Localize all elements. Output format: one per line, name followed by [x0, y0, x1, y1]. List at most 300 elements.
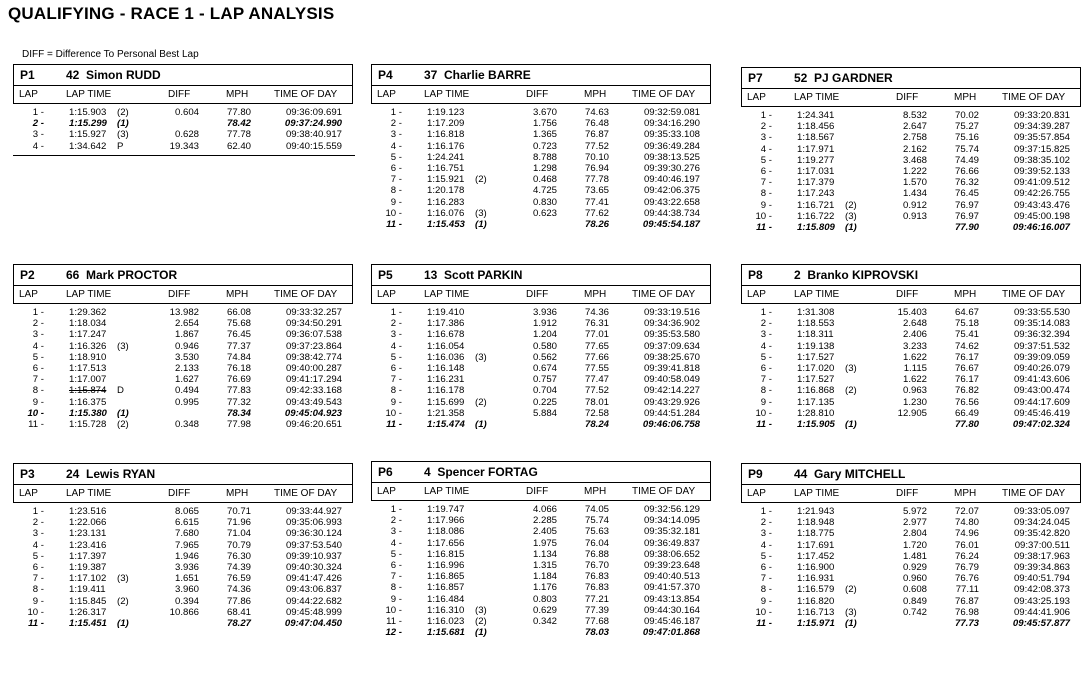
- driver-block: [741, 463, 1081, 629]
- lap-time: 1:16.054: [427, 340, 465, 352]
- lap-number: 3 -: [32, 329, 44, 341]
- lap-diff: 4.725: [532, 185, 557, 197]
- lap-time: 1:15.809: [797, 221, 835, 233]
- lap-number: 7 -: [760, 177, 772, 189]
- lap-row: [371, 352, 711, 363]
- lap-number: 8 -: [760, 385, 772, 397]
- col-header-lap: LAP: [19, 289, 38, 300]
- lap-number: 1 -: [32, 307, 44, 318]
- lap-time-of-day: 09:35:06.993: [285, 517, 342, 529]
- lap-number: 6 -: [390, 162, 402, 174]
- lap-time: 1:15.474: [427, 418, 465, 430]
- lap-time-of-day: 09:39:23.648: [643, 559, 700, 571]
- lap-mph: 74.36: [584, 307, 609, 318]
- lap-number: 5 -: [32, 351, 44, 363]
- lap-diff: 0.913: [902, 210, 927, 222]
- lap-row: [371, 307, 711, 318]
- lap-mph: 75.63: [584, 526, 609, 538]
- col-header-mph: MPH: [226, 488, 249, 499]
- lap-time-of-day: 09:41:17.294: [285, 374, 342, 386]
- lap-time: 1:16.283: [427, 196, 465, 208]
- lap-time: 1:17.386: [427, 318, 465, 330]
- lap-diff: 13.982: [169, 307, 199, 318]
- lap-row: [741, 573, 1081, 584]
- lap-mph: 75.27: [954, 121, 979, 133]
- lap-row: [741, 374, 1081, 385]
- lap-diff: 1.315: [532, 559, 557, 571]
- lap-diff: 10.866: [169, 606, 199, 618]
- driver-name: 44 Gary MITCHELL: [794, 467, 906, 481]
- lap-rank-flag: P: [117, 140, 124, 152]
- lap-number: 11 -: [386, 218, 402, 230]
- lap-time: 1:31.308: [797, 307, 835, 318]
- lap-rows: [741, 304, 1081, 430]
- lap-time-of-day: 09:41:43.606: [1013, 374, 1070, 386]
- lap-time-of-day: 09:37:15.825: [1013, 143, 1070, 155]
- lap-diff: 1.946: [174, 550, 199, 562]
- lap-time: 1:17.379: [797, 177, 835, 189]
- lap-time: 1:16.231: [427, 374, 465, 386]
- col-header-lap-time: LAP TIME: [66, 289, 112, 300]
- lap-rank-flag: D: [117, 385, 124, 397]
- lap-number: 5 -: [390, 351, 402, 363]
- lap-diff: 3.530: [174, 351, 199, 363]
- lap-time: 1:23.416: [69, 539, 107, 551]
- lap-time-of-day: 09:43:22.658: [643, 196, 700, 208]
- lap-time: 1:19.123: [427, 107, 465, 118]
- lap-mph: 77.73: [954, 617, 979, 629]
- lap-time-of-day: 09:45:46.187: [643, 615, 700, 627]
- lap-mph: 75.18: [954, 318, 979, 330]
- lap-time: 1:16.579: [797, 584, 835, 596]
- lap-mph: 77.32: [226, 396, 251, 408]
- lap-time-of-day: 09:37:23.864: [285, 340, 342, 352]
- lap-row: [13, 419, 353, 430]
- lap-time: 1:19.411: [69, 584, 106, 596]
- lap-row: [371, 152, 711, 163]
- lap-mph: 77.52: [584, 140, 609, 152]
- lap-row: [371, 538, 711, 549]
- lap-time-of-day: 09:40:15.559: [285, 140, 342, 152]
- lap-mph: 76.66: [954, 165, 979, 177]
- block-underline: [13, 155, 355, 156]
- lap-diff: 1.975: [532, 537, 557, 549]
- lap-mph: 74.80: [954, 517, 979, 529]
- lap-time-of-day: 09:46:20.651: [285, 418, 342, 430]
- lap-row: [371, 549, 711, 560]
- lap-number: 2 -: [760, 121, 772, 133]
- lap-number: 3 -: [760, 329, 772, 341]
- lap-diff: 3.936: [532, 307, 557, 318]
- lap-time: 1:16.484: [427, 593, 465, 605]
- lap-mph: 74.05: [584, 504, 609, 515]
- lap-number: 8 -: [32, 385, 44, 397]
- driver-block: [741, 264, 1081, 430]
- lap-mph: 75.74: [954, 143, 979, 155]
- lap-time-of-day: 09:35:42.820: [1013, 528, 1070, 540]
- lap-row: [13, 596, 353, 607]
- lap-time-of-day: 09:33:44.927: [285, 506, 342, 517]
- lap-mph: 77.86: [226, 595, 251, 607]
- lap-diff: 4.066: [532, 504, 557, 515]
- lap-time: 1:17.527: [797, 374, 835, 386]
- lap-rows: [13, 503, 353, 629]
- lap-mph: 73.65: [584, 185, 609, 197]
- lap-mph: 66.49: [954, 407, 979, 419]
- lap-rank-flag: (1): [475, 418, 487, 430]
- lap-row: [371, 571, 711, 582]
- lap-number: 3 -: [760, 132, 772, 144]
- lap-diff: 1.622: [902, 351, 927, 363]
- col-header-time-of-day: TIME OF DAY: [632, 289, 696, 300]
- lap-time: 1:16.176: [427, 140, 465, 152]
- column-header-row: [741, 89, 1081, 107]
- lap-row: [741, 584, 1081, 595]
- lap-number: 2 -: [390, 118, 402, 130]
- lap-time: 1:17.243: [797, 188, 835, 200]
- lap-time-of-day: 09:37:00.511: [1014, 539, 1070, 551]
- lap-time: 1:16.996: [427, 559, 465, 571]
- lap-time: 1:17.397: [69, 550, 107, 562]
- col-header-lap-time: LAP TIME: [794, 92, 840, 103]
- lap-mph: 77.52: [584, 385, 609, 397]
- lap-diff: 8.065: [174, 506, 199, 517]
- lap-time: 1:18.456: [797, 121, 835, 133]
- lap-number: 6 -: [760, 561, 772, 573]
- lap-mph: 75.41: [954, 329, 979, 341]
- lap-time: 1:17.135: [797, 396, 835, 408]
- lap-row: [13, 506, 353, 517]
- col-header-mph: MPH: [584, 289, 607, 300]
- lap-rank-flag: (2): [117, 418, 129, 430]
- lap-time-of-day: 09:38:17.963: [1013, 550, 1070, 562]
- lap-time-of-day: 09:41:09.512: [1013, 177, 1070, 189]
- lap-number: 10 -: [385, 207, 402, 219]
- lap-row: [13, 385, 353, 396]
- lap-row: [741, 132, 1081, 143]
- lap-rank-flag: (2): [475, 174, 487, 186]
- lap-number: 6 -: [760, 362, 772, 374]
- lap-row: [371, 341, 711, 352]
- lap-diff: 0.348: [174, 418, 199, 430]
- lap-time: 1:18.553: [797, 318, 835, 330]
- col-header-lap-time: LAP TIME: [424, 486, 470, 497]
- lap-time-of-day: 09:43:25.193: [1013, 595, 1070, 607]
- column-header-row: [741, 485, 1081, 503]
- col-header-mph: MPH: [584, 89, 607, 100]
- lap-diff: 2.406: [902, 329, 927, 341]
- lap-mph: 78.24: [584, 418, 609, 430]
- lap-row: [13, 573, 353, 584]
- lap-number: 3 -: [390, 526, 402, 538]
- col-header-diff: DIFF: [896, 92, 919, 103]
- lap-number: 11 -: [28, 418, 44, 430]
- lap-number: 1 -: [760, 110, 772, 121]
- lap-mph: 76.79: [954, 561, 979, 573]
- lap-number: 7 -: [32, 573, 44, 585]
- lap-diff: 12.905: [897, 407, 927, 419]
- lap-time-of-day: 09:34:39.287: [1013, 121, 1070, 133]
- lap-rows: [13, 304, 353, 430]
- lap-row: [13, 318, 353, 329]
- lap-time-of-day: 09:43:49.543: [285, 396, 342, 408]
- lap-time: 1:15.728: [69, 418, 107, 430]
- lap-row: [13, 397, 353, 408]
- lap-time-of-day: 09:40:00.287: [285, 362, 342, 374]
- lap-mph: 68.41: [226, 606, 251, 618]
- lap-row: [13, 562, 353, 573]
- lap-mph: 75.68: [226, 318, 251, 330]
- lap-rank-flag: (1): [845, 617, 857, 629]
- lap-time-of-day: 09:40:46.197: [643, 174, 700, 186]
- lap-mph: 77.90: [954, 221, 979, 233]
- lap-time: 1:18.910: [69, 351, 107, 363]
- lap-rows: [13, 104, 353, 152]
- lap-time: 1:16.868: [797, 385, 835, 397]
- lap-time-of-day: 09:47:02.324: [1012, 418, 1070, 430]
- position-label: P3: [20, 467, 35, 481]
- driver-block: [371, 264, 711, 430]
- lap-number: 9 -: [32, 396, 44, 408]
- lap-diff: 2.285: [532, 515, 557, 527]
- lap-rank-flag: (2): [475, 396, 487, 408]
- lap-mph: 76.18: [226, 362, 251, 374]
- lap-number: 10 -: [27, 606, 44, 618]
- col-header-lap-time: LAP TIME: [424, 289, 470, 300]
- col-header-lap-time: LAP TIME: [794, 488, 840, 499]
- lap-rank-flag: (2): [117, 595, 129, 607]
- driver-block: [371, 461, 711, 638]
- driver-name: 13 Scott PARKIN: [424, 268, 523, 282]
- lap-time: 1:15.903: [69, 107, 107, 118]
- lap-diff: 0.995: [174, 396, 199, 408]
- lap-rank-flag: (3): [117, 340, 129, 352]
- lap-number: 2 -: [32, 517, 44, 529]
- lap-diff: 1.651: [174, 573, 199, 585]
- col-header-lap: LAP: [19, 89, 38, 100]
- lap-diff: 0.757: [532, 374, 557, 386]
- lap-time: 1:16.036: [427, 351, 465, 363]
- lap-number: 6 -: [760, 165, 772, 177]
- lap-diff: 1.298: [532, 162, 557, 174]
- lap-time-of-day: 09:39:10.937: [285, 550, 342, 562]
- lap-diff: 0.623: [532, 207, 557, 219]
- lap-row: [13, 141, 353, 152]
- lap-number: 11 -: [756, 617, 772, 629]
- lap-time: 1:16.310: [427, 604, 465, 616]
- lap-mph: 76.24: [954, 550, 979, 562]
- lap-time-of-day: 09:32:59.081: [643, 107, 700, 118]
- lap-time: 1:16.148: [427, 362, 465, 374]
- lap-time-of-day: 09:33:05.097: [1013, 506, 1070, 517]
- lap-row: [741, 177, 1081, 188]
- lap-time-of-day: 09:47:04.450: [284, 617, 342, 629]
- lap-time: 1:17.966: [427, 515, 465, 527]
- lap-row: [13, 352, 353, 363]
- lap-time-of-day: 09:41:47.426: [285, 573, 342, 585]
- lap-time-of-day: 09:36:49.284: [643, 140, 700, 152]
- lap-diff: 0.225: [532, 396, 557, 408]
- lap-time-of-day: 09:40:51.794: [1013, 573, 1070, 585]
- lap-row: [371, 174, 711, 185]
- lap-time-of-day: 09:39:09.059: [1013, 351, 1070, 363]
- lap-time-of-day: 09:42:33.168: [285, 385, 342, 397]
- position-label: P5: [378, 268, 393, 282]
- lap-mph: 75.16: [954, 132, 979, 144]
- lap-time: 1:18.311: [797, 329, 834, 341]
- col-header-lap: LAP: [747, 488, 766, 499]
- lap-number: 7 -: [390, 174, 402, 186]
- lap-rank-flag: (1): [475, 218, 487, 230]
- lap-row: [13, 107, 353, 118]
- lap-row: [13, 374, 353, 385]
- lap-number: 2 -: [390, 515, 402, 527]
- col-header-mph: MPH: [954, 488, 977, 499]
- lap-diff: 2.804: [902, 528, 927, 540]
- lap-time-of-day: 09:38:13.525: [643, 151, 700, 163]
- lap-time: 1:17.007: [69, 374, 107, 386]
- lap-time: 1:16.931: [797, 573, 835, 585]
- lap-time: 1:23.131: [69, 528, 107, 540]
- lap-row: [371, 408, 711, 419]
- lap-mph: 70.02: [954, 110, 979, 121]
- col-header-time-of-day: TIME OF DAY: [1002, 92, 1066, 103]
- lap-diff: 0.803: [532, 593, 557, 605]
- col-header-time-of-day: TIME OF DAY: [632, 89, 696, 100]
- lap-time-of-day: 09:33:20.831: [1013, 110, 1070, 121]
- lap-diff: 3.233: [902, 340, 927, 352]
- lap-time: 1:21.943: [797, 506, 835, 517]
- lap-number: 7 -: [32, 374, 44, 386]
- lap-diff: 0.342: [532, 615, 557, 627]
- lap-mph: 76.88: [584, 548, 609, 560]
- lap-mph: 76.30: [226, 550, 251, 562]
- page-title: QUALIFYING - RACE 1 - LAP ANALYSIS: [8, 4, 335, 23]
- lap-time: 1:16.900: [797, 561, 835, 573]
- lap-time: 1:17.020: [797, 362, 835, 374]
- lap-diff: 0.742: [902, 606, 927, 618]
- lap-rows: [371, 304, 711, 430]
- lap-rank-flag: (2): [117, 107, 129, 118]
- lap-time-of-day: 09:44:41.906: [1013, 606, 1070, 618]
- lap-time-of-day: 09:44:17.609: [1013, 396, 1070, 408]
- lap-number: 10 -: [755, 606, 772, 618]
- lap-number: 4 -: [32, 340, 44, 352]
- lap-mph: 77.78: [226, 129, 251, 141]
- lap-number: 6 -: [390, 362, 402, 374]
- column-header-row: [13, 286, 353, 304]
- lap-time: 1:15.299: [69, 118, 107, 130]
- column-header-row: [371, 286, 711, 304]
- lap-row: [741, 155, 1081, 166]
- lap-mph: 76.67: [954, 362, 979, 374]
- col-header-mph: MPH: [226, 289, 249, 300]
- col-header-time-of-day: TIME OF DAY: [274, 289, 338, 300]
- col-header-diff: DIFF: [526, 89, 549, 100]
- lap-time-of-day: 09:40:58.049: [643, 374, 700, 386]
- lap-number: 1 -: [390, 307, 402, 318]
- lap-rank-flag: (1): [845, 418, 857, 430]
- lap-mph: 76.76: [954, 573, 979, 585]
- lap-diff: 0.608: [902, 584, 927, 596]
- best-lap-row: [371, 219, 711, 230]
- lap-mph: 77.80: [226, 107, 251, 118]
- lap-diff: 1.912: [532, 318, 557, 330]
- lap-mph: 77.78: [584, 174, 609, 186]
- lap-number: 1 -: [32, 107, 44, 118]
- lap-number: 3 -: [390, 329, 402, 341]
- lap-number: 3 -: [390, 129, 402, 141]
- lap-time-of-day: 09:35:57.854: [1013, 132, 1070, 144]
- lap-number: 8 -: [390, 385, 402, 397]
- lap-time: 1:16.721: [797, 199, 835, 211]
- lap-diff: 2.758: [902, 132, 927, 144]
- lap-mph: 76.97: [954, 199, 979, 211]
- lap-row: [741, 562, 1081, 573]
- lap-time-of-day: 09:38:06.652: [643, 548, 700, 560]
- lap-diff: 1.222: [902, 165, 927, 177]
- best-lap-row: [741, 419, 1081, 430]
- driver-name: 42 Simon RUDD: [66, 68, 161, 82]
- lap-mph: 77.98: [226, 418, 251, 430]
- lap-mph: 77.11: [955, 584, 979, 596]
- col-header-time-of-day: TIME OF DAY: [1002, 289, 1066, 300]
- lap-row: [741, 188, 1081, 199]
- lap-time: 1:16.815: [427, 548, 465, 560]
- lap-diff: 8.532: [902, 110, 927, 121]
- lap-time-of-day: 09:39:34.863: [1013, 561, 1070, 573]
- lap-diff: 0.912: [902, 199, 927, 211]
- col-header-diff: DIFF: [168, 89, 191, 100]
- lap-time-of-day: 09:33:55.530: [1013, 307, 1070, 318]
- lap-number: 4 -: [760, 539, 772, 551]
- lap-time-of-day: 09:43:29.926: [643, 396, 700, 408]
- col-header-diff: DIFF: [896, 289, 919, 300]
- lap-time-of-day: 09:35:14.083: [1013, 318, 1070, 330]
- lap-number: 8 -: [390, 582, 402, 594]
- lap-time-of-day: 09:32:56.129: [643, 504, 700, 515]
- lap-time-of-day: 09:37:53.540: [285, 539, 342, 551]
- col-header-lap-time: LAP TIME: [66, 488, 112, 499]
- lap-rows: [741, 503, 1081, 629]
- lap-mph: 76.04: [584, 537, 609, 549]
- lap-row: [741, 318, 1081, 329]
- col-header-diff: DIFF: [168, 289, 191, 300]
- col-header-lap-time: LAP TIME: [66, 89, 112, 100]
- lap-row: [371, 185, 711, 196]
- lap-number: 1 -: [760, 307, 772, 318]
- lap-diff: 1.365: [532, 129, 557, 141]
- driver-block: [741, 67, 1081, 233]
- lap-row: [371, 616, 711, 627]
- lap-number: 12 -: [385, 627, 402, 639]
- column-header-row: [371, 483, 711, 501]
- lap-row: [741, 352, 1081, 363]
- lap-diff: 0.723: [532, 140, 557, 152]
- lap-diff: 0.394: [174, 595, 199, 607]
- lap-diff: 15.403: [897, 307, 927, 318]
- lap-row: [13, 517, 353, 528]
- lap-rank-flag: (3): [117, 129, 129, 141]
- lap-time: 1:15.451: [69, 617, 107, 629]
- lap-mph: 70.79: [226, 539, 251, 551]
- lap-row: [741, 200, 1081, 211]
- lap-diff: 1.204: [532, 329, 557, 341]
- lap-mph: 77.68: [584, 615, 609, 627]
- lap-row: [371, 605, 711, 616]
- lap-mph: 74.49: [954, 154, 979, 166]
- driver-block: [13, 264, 353, 430]
